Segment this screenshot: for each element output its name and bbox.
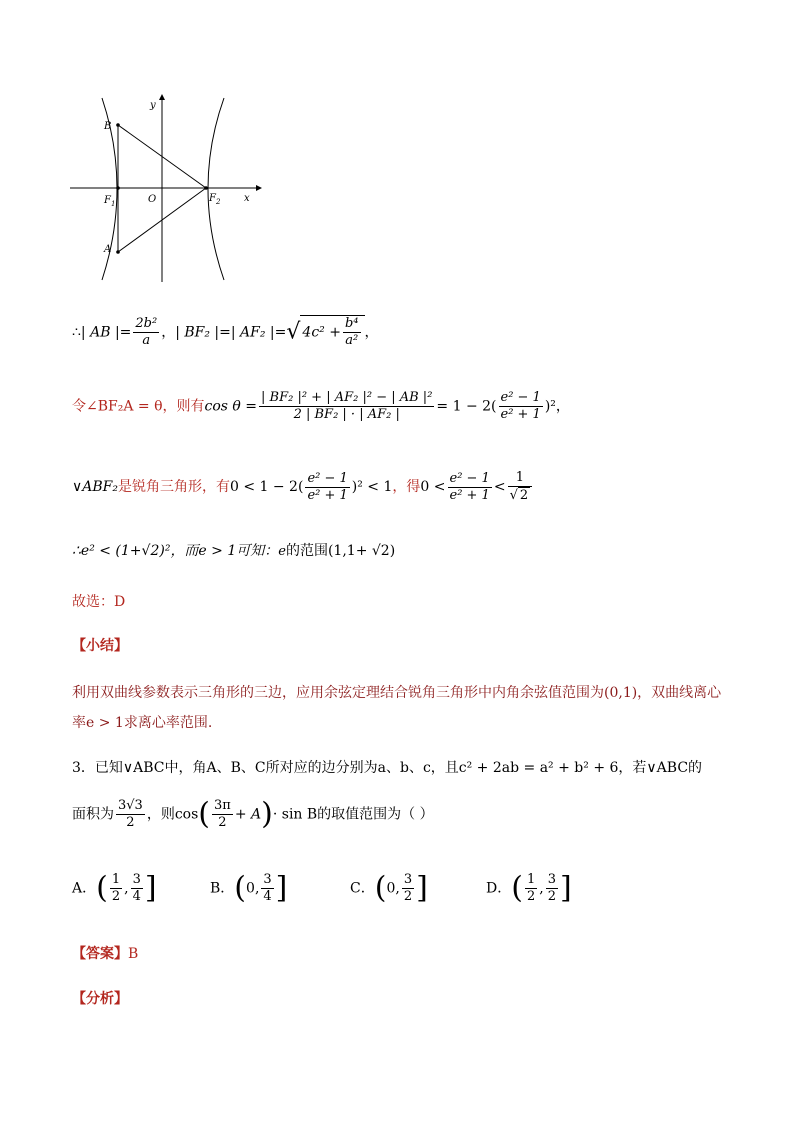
comma: ,: [395, 880, 400, 897]
frac-den: e² + 1: [500, 407, 541, 422]
frac-den: 2: [111, 889, 121, 904]
paren-open-icon: (: [198, 796, 211, 832]
bracket-open: (: [511, 870, 523, 906]
point-A: [116, 250, 120, 254]
hyperbola-figure: [68, 90, 268, 290]
option-label: D．: [486, 880, 512, 897]
frac-den: 4: [132, 889, 141, 904]
frac-num: 3π: [214, 798, 231, 813]
analysis-heading: 【分析】: [72, 991, 128, 1007]
eq-end: )²，: [544, 398, 570, 415]
bracket-open: (: [234, 870, 247, 906]
cos-text: ，则cos: [146, 806, 199, 823]
e-symbol: e: [278, 544, 286, 559]
label-x: x: [244, 193, 250, 204]
sqrt-term: 4c² +: [302, 324, 341, 341]
question-3-line-2: [72, 798, 434, 831]
equation-ab-bf2: [72, 315, 379, 349]
cos-theta: cos θ =: [204, 398, 258, 415]
inequality-part: <: [493, 479, 506, 495]
fraction-a: [525, 872, 537, 905]
frac-num: 2b²: [135, 316, 158, 331]
answer-value: B: [128, 946, 139, 962]
frac-num: b⁴: [344, 316, 359, 331]
comma: ,: [539, 880, 544, 897]
label-B: B: [104, 121, 112, 132]
frac-num: 3: [263, 872, 272, 887]
frac-num: 1: [111, 872, 121, 887]
frac-den: e² + 1: [449, 487, 490, 503]
option-label: B．: [210, 880, 235, 897]
eq-mid: = 1 − 2(: [436, 398, 497, 415]
frac-num: e² − 1: [449, 470, 490, 486]
frac-num: 1: [526, 872, 536, 887]
bracket-close: ]: [416, 870, 428, 906]
option-zero: 0: [386, 880, 396, 897]
frac-den: a: [142, 333, 151, 348]
frac-num: 3: [403, 872, 413, 887]
separator: ，: [364, 324, 379, 341]
acute-text: 是锐角三角形，有: [117, 479, 230, 495]
ab-length: | AB |=: [80, 324, 132, 341]
question-3-line-1: 3．已知∨ABC中，角A、B、C所对应的边分别为a、b、c，且c² + 2ab = a² + b² + 6，若∨ABC的: [72, 760, 703, 776]
label-y: y: [150, 100, 156, 111]
fraction-area: [116, 798, 145, 831]
fraction-b: [402, 872, 414, 905]
sqrt-icon: √: [286, 319, 301, 345]
frac-num: e² − 1: [307, 470, 348, 486]
frac-den: 2: [126, 815, 135, 830]
comma: ,: [124, 880, 129, 897]
summary-line-2: 率e > 1求离心率范围.: [72, 715, 213, 731]
frac-den: 2 | BF₂ | · | AF₂ |: [293, 407, 400, 422]
equation-acute-triangle: [72, 470, 534, 504]
frac-den: 2: [526, 889, 536, 904]
frac-num: e² − 1: [500, 390, 541, 405]
option-zero: 0: [246, 880, 255, 897]
option-a[interactable]: [72, 872, 157, 905]
x-axis-arrow-icon: [256, 185, 262, 191]
comma: ,: [254, 880, 260, 897]
bracket-open: (: [96, 870, 108, 906]
bracket-close: ]: [144, 870, 157, 906]
equation-cos-theta: [72, 390, 570, 423]
frac-num: 3: [547, 872, 556, 887]
equation-e-range: [72, 541, 395, 562]
option-b[interactable]: [210, 872, 287, 905]
e-range-text: 的范围(1,1+ √2): [285, 543, 396, 559]
bf2-af2: | BF₂ |=| AF₂ |=: [175, 324, 287, 341]
option-label: C．: [350, 880, 375, 897]
plus-a: + A: [234, 806, 262, 823]
e-squared-text: ∴e² < (1+√2)²，而e > 1可知：: [72, 543, 279, 559]
label-O: O: [148, 194, 157, 205]
frac-den: 2: [403, 889, 413, 904]
area-text: 面积为: [72, 806, 114, 823]
answer-line: [72, 944, 138, 964]
fraction-b: [546, 872, 558, 905]
point-B: [116, 123, 120, 127]
option-label: A．: [72, 880, 97, 897]
fraction-b: [261, 872, 273, 905]
option-d[interactable]: [486, 872, 572, 905]
fraction-cos-law: [259, 390, 434, 423]
fraction-b4-a2: [343, 316, 361, 349]
sqrt-body: 2: [519, 488, 529, 503]
separator: ，: [161, 324, 176, 341]
point-F1: [116, 186, 120, 190]
bracket-close: ]: [275, 870, 288, 906]
frac-den: a²: [345, 333, 359, 348]
frac-num: 1: [508, 470, 533, 487]
fraction-2b2-a: [133, 316, 159, 349]
option-c[interactable]: [350, 872, 428, 905]
fraction-e-2: [448, 471, 492, 504]
frac-den: 2: [547, 889, 556, 904]
frac-den: e² + 1: [307, 487, 348, 503]
therefore-symbol: ∴: [72, 324, 81, 341]
frac-den: 4: [263, 889, 272, 904]
label-F2: $F_2$: [209, 193, 221, 206]
hyperbola-right-branch: [208, 98, 224, 280]
frac-num: 3: [132, 872, 141, 887]
frac-den: √ 2: [509, 488, 529, 503]
inequality-part: 0 < 1 − 2(: [229, 479, 304, 495]
answer-heading: 【答案】: [72, 946, 128, 962]
frac-num: | BF₂ |² + | AF₂ |² − | AB |²: [261, 390, 433, 405]
fraction-1-sqrt2: [508, 470, 533, 504]
inequality-part: 0 <: [420, 479, 446, 495]
fraction-e: [305, 471, 349, 504]
label-F1: $F_1$: [104, 195, 116, 208]
fraction-e: [499, 390, 543, 423]
question-tail: · sin B的取值范围为（ ）: [272, 806, 434, 823]
get-text: ，得: [392, 479, 421, 495]
sqrt-body: [300, 315, 364, 349]
frac-num: 3√3: [118, 798, 143, 813]
fraction-a: [110, 872, 122, 905]
fraction-3pi-2: [212, 798, 233, 831]
inequality-part: )² < 1: [351, 479, 393, 495]
summary-line-1: 利用双曲线参数表示三角形的三边，应用余弦定理结合锐角三角形中内角余弦值范围为(0,1)，双曲线离心: [72, 685, 722, 701]
bracket-open: (: [374, 870, 387, 906]
let-angle-text: 令∠BF₂A = θ，则有: [72, 398, 205, 415]
summary-heading: 【小结】: [72, 638, 128, 654]
triangle-name: ∨ABF₂: [72, 479, 118, 495]
choice-line: 故选：D: [72, 594, 126, 610]
frac-den: 2: [218, 815, 227, 830]
bracket-close: ]: [559, 870, 572, 906]
point-F2: [204, 186, 208, 190]
paren-close-icon: ): [261, 796, 273, 832]
y-axis-arrow-icon: [159, 94, 165, 100]
label-A: A: [104, 244, 112, 255]
fraction-b: [131, 872, 143, 905]
